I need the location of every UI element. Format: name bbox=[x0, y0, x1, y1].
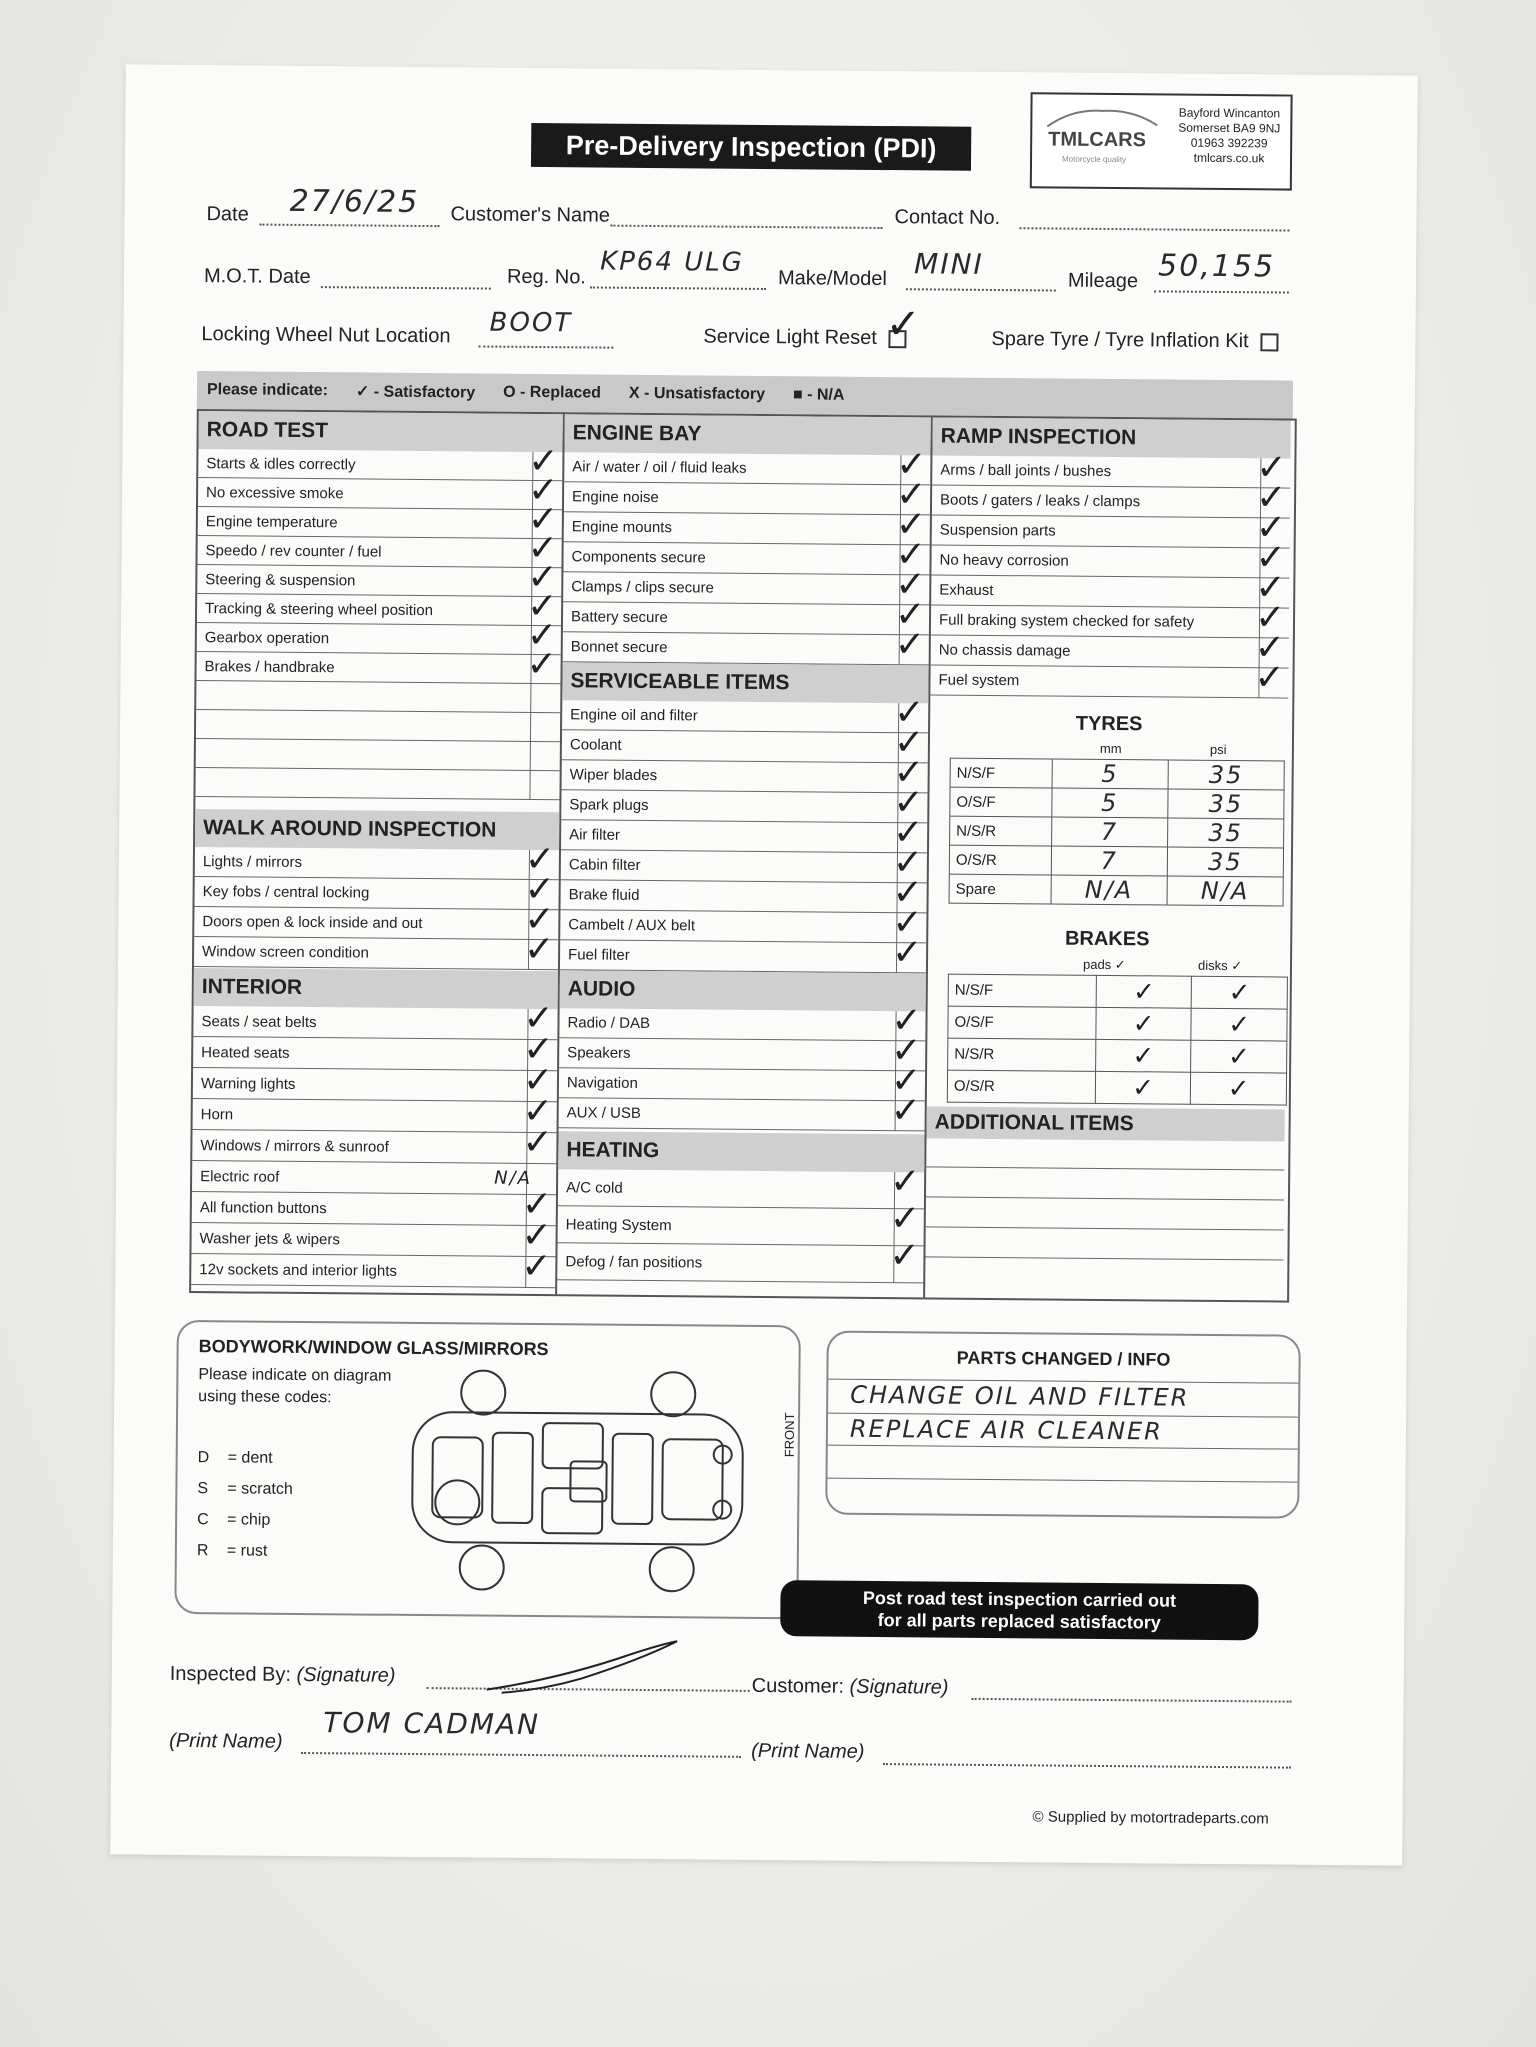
checklist-item-label: Window screen condition bbox=[202, 943, 369, 962]
checklist-item-label: Brakes / handbrake bbox=[204, 657, 335, 676]
section-additional: ADDITIONAL ITEMS bbox=[926, 1106, 1284, 1141]
checklist-item-label: All function buttons bbox=[199, 1198, 327, 1217]
front-label: FRONT bbox=[781, 1412, 798, 1458]
check-mark-icon: ✓ bbox=[892, 812, 924, 854]
checklist-item-label: Arms / ball joints / bushes bbox=[940, 461, 1112, 481]
check-mark-icon: ✓ bbox=[1255, 477, 1287, 519]
code-row: D = dent bbox=[197, 1449, 273, 1467]
checklist-item-label: Battery secure bbox=[570, 608, 668, 627]
section-engine-bay: ENGINE BAY bbox=[564, 414, 930, 455]
address-line: 01963 392239 bbox=[1190, 135, 1268, 151]
checklist-item-label: Brake fluid bbox=[568, 886, 640, 904]
checklist-item-label: Seats / seat belts bbox=[201, 1012, 317, 1031]
checklist-item-label: Lights / mirrors bbox=[202, 853, 303, 871]
check-mark-icon: ✓ bbox=[895, 504, 927, 546]
date-value[interactable]: 27/6/25 bbox=[289, 183, 420, 220]
checklist-row[interactable] bbox=[197, 585, 561, 628]
brake-position: N/S/F bbox=[948, 974, 1096, 1007]
checklist-row[interactable] bbox=[931, 627, 1289, 669]
post-road-test-banner bbox=[780, 1580, 1258, 1640]
signature-scribble bbox=[482, 1638, 683, 1700]
checklist-item-label: Navigation bbox=[566, 1074, 638, 1092]
tyre-psi-value[interactable]: 35 bbox=[1168, 789, 1284, 819]
checklist-row[interactable] bbox=[562, 722, 928, 764]
parts-line[interactable] bbox=[828, 1478, 1298, 1483]
check-box[interactable] bbox=[530, 713, 531, 742]
check-mark-icon: ✓ bbox=[526, 614, 558, 657]
check-mark-icon: ✓ bbox=[889, 1161, 921, 1203]
check-mark-icon: ✓ bbox=[890, 1090, 922, 1132]
inspected-by-label: Inspected By: (Signature) bbox=[169, 1662, 396, 1687]
check-mark-icon: ✓ bbox=[522, 1059, 554, 1102]
check-mark-icon: ✓ bbox=[526, 643, 557, 686]
mileage-value[interactable]: 50,155 bbox=[1157, 248, 1276, 285]
checklist-item-label: Windows / mirrors & sunroof bbox=[200, 1136, 389, 1156]
section-audio: AUDIO bbox=[560, 970, 926, 1011]
brakes-title: BRAKES bbox=[1064, 927, 1150, 951]
checklist-row[interactable] bbox=[559, 1030, 925, 1072]
check-mark-icon: ✓ bbox=[524, 838, 556, 881]
bodywork-title: BODYWORK/WINDOW GLASS/MIRRORS bbox=[198, 1336, 549, 1360]
contact-field[interactable] bbox=[1019, 227, 1289, 231]
service-light-label bbox=[703, 325, 906, 350]
bodywork-instruction: Please indicate on diagram bbox=[198, 1366, 392, 1385]
dealer-address bbox=[1178, 106, 1281, 167]
check-mark-icon: ✓ bbox=[893, 782, 924, 824]
checklist-item-label: Suspension parts bbox=[939, 521, 1056, 540]
tyre-position: N/S/R bbox=[950, 816, 1052, 846]
checklist-row[interactable] bbox=[193, 997, 557, 1040]
inspector-print-label: (Print Name) bbox=[169, 1729, 283, 1753]
check-mark-icon: ✓ bbox=[895, 474, 927, 516]
checklist-row[interactable] bbox=[932, 507, 1290, 549]
check-mark-icon: ✓ bbox=[524, 898, 555, 941]
mileage-label: Mileage bbox=[1067, 269, 1139, 293]
tyre-psi-value[interactable]: N/A bbox=[1167, 876, 1283, 906]
customer-name-field[interactable] bbox=[610, 225, 882, 229]
check-mark-icon: ✓ bbox=[1255, 507, 1287, 549]
check-mark-icon: ✓ bbox=[521, 1214, 552, 1257]
brake-disks-check[interactable]: ✓ bbox=[1191, 1040, 1287, 1073]
checklist-row[interactable] bbox=[197, 527, 561, 570]
check-mark-icon: ✓ bbox=[1254, 657, 1285, 699]
checklist-row[interactable] bbox=[561, 782, 927, 824]
checklist-item-label: Horn bbox=[200, 1105, 234, 1123]
tyre-mm-value[interactable]: 5 bbox=[1052, 788, 1168, 818]
brake-position: O/S/F bbox=[948, 1006, 1096, 1039]
customer-print-label: (Print Name) bbox=[751, 1739, 865, 1763]
checklist-row[interactable] bbox=[191, 1214, 555, 1257]
checklist-row[interactable] bbox=[195, 838, 559, 881]
tyre-row bbox=[950, 816, 1284, 848]
check-mark-icon: ✓ bbox=[891, 1000, 922, 1042]
reg-line bbox=[590, 286, 766, 290]
checklist-item-label: Engine noise bbox=[572, 488, 659, 507]
checklist-row[interactable] bbox=[198, 469, 562, 512]
bodywork-instruction: using these codes: bbox=[198, 1388, 332, 1407]
tyre-row bbox=[950, 787, 1284, 819]
checklist-item-label: Air / water / oil / fluid leaks bbox=[572, 458, 747, 477]
checklist-item-label: Key fobs / central locking bbox=[202, 883, 370, 902]
footer-credit: © Supplied by motortradeparts.com bbox=[1032, 1808, 1269, 1828]
spare-tyre-text: Spare Tyre / Tyre Inflation Kit bbox=[991, 327, 1249, 353]
checklist-row[interactable] bbox=[192, 1121, 556, 1164]
spare-tyre-checkbox[interactable] bbox=[1260, 333, 1278, 351]
checklist-row[interactable] bbox=[558, 1161, 924, 1209]
checklist-item-label: No chassis damage bbox=[938, 641, 1071, 660]
check-mark-icon: ✓ bbox=[527, 469, 559, 512]
check-mark-icon: ✓ bbox=[1254, 627, 1286, 669]
check-mark-icon: ✓ bbox=[892, 842, 924, 884]
make-model-label: Make/Model bbox=[777, 267, 888, 291]
section-serviceable: SERVICEABLE ITEMS bbox=[562, 662, 928, 703]
checklist-item-label: Speedo / rev counter / fuel bbox=[205, 541, 382, 561]
tyre-row bbox=[949, 845, 1283, 877]
checklist-row[interactable] bbox=[931, 537, 1289, 579]
checklist-item-label: Full braking system checked for safety bbox=[938, 611, 1195, 631]
tyre-position: Spare bbox=[949, 874, 1051, 904]
locking-line bbox=[478, 345, 613, 348]
checklist-item-label: Engine oil and filter bbox=[570, 706, 698, 725]
checklist-row[interactable] bbox=[559, 1000, 925, 1042]
checklist-item-label: AUX / USB bbox=[566, 1104, 641, 1122]
checklist-row[interactable] bbox=[198, 498, 562, 541]
checklist-item-label: Washer jets & wipers bbox=[199, 1229, 340, 1248]
page-title: Pre-Delivery Inspection (PDI) bbox=[531, 123, 971, 171]
checklist-item-label: Cabin filter bbox=[568, 856, 641, 874]
checklist-row-blank[interactable] bbox=[196, 681, 560, 713]
banner-line: Post road test inspection carried out bbox=[862, 1587, 1177, 1611]
checklist-row[interactable] bbox=[197, 556, 561, 599]
checklist-row[interactable] bbox=[192, 1183, 556, 1226]
tyres-title: TYRES bbox=[1075, 712, 1143, 736]
checklist-item-label: Exhaust bbox=[939, 581, 994, 599]
checklist-item-label: Steering & suspension bbox=[205, 570, 356, 589]
brake-disks-check[interactable]: ✓ bbox=[1191, 1072, 1287, 1105]
pdi-sheet bbox=[110, 64, 1418, 1865]
check-mark-icon: ✓ bbox=[889, 1198, 921, 1240]
dealer-tagline: Motorcycle quality bbox=[1062, 154, 1127, 165]
tyre-psi-value[interactable]: 35 bbox=[1167, 818, 1283, 848]
code-row: R = rust bbox=[196, 1542, 268, 1560]
checklist-item-label: Heated seats bbox=[201, 1043, 290, 1062]
checklist-item-label: Heating System bbox=[565, 1215, 672, 1234]
brake-position: O/S/R bbox=[947, 1070, 1095, 1103]
check-mark-icon: ✓ bbox=[1255, 567, 1286, 609]
checklist-row[interactable] bbox=[562, 752, 928, 794]
check-mark-icon: ✓ bbox=[892, 872, 923, 914]
check-mark-icon: ✓ bbox=[894, 692, 925, 734]
checklist-row[interactable] bbox=[560, 932, 926, 974]
checklist-row[interactable] bbox=[563, 534, 929, 576]
check-mark-icon: ✓ bbox=[523, 997, 554, 1040]
brake-pads-check[interactable]: ✓ bbox=[1096, 975, 1192, 1008]
checklist-item-label: Boots / gaters / leaks / clamps bbox=[939, 491, 1141, 511]
check-mark-icon: ✓ bbox=[528, 440, 559, 483]
checklist-item-label: Cambelt / AUX belt bbox=[568, 916, 696, 935]
checklist-row[interactable] bbox=[563, 594, 929, 636]
check-mark-icon: ✓ bbox=[524, 868, 556, 911]
check-mark-icon: ✓ bbox=[1256, 447, 1287, 489]
checklist-item-label: Engine mounts bbox=[571, 518, 672, 537]
dealer-name: TMLCARS bbox=[1048, 128, 1147, 152]
check-mark-icon: ✓ bbox=[526, 585, 558, 628]
mileage-line bbox=[1154, 290, 1289, 293]
checklist-row[interactable] bbox=[563, 624, 929, 666]
brake-disks-check[interactable]: ✓ bbox=[1191, 1008, 1287, 1041]
checklist-item-label: Tracking & steering wheel position bbox=[205, 599, 434, 619]
checklist-row[interactable] bbox=[560, 902, 926, 944]
checklist-row[interactable] bbox=[564, 474, 930, 516]
check-mark-icon: ✓ bbox=[891, 1030, 922, 1072]
code-row: C = chip bbox=[197, 1511, 271, 1529]
tyre-mm-value[interactable]: 7 bbox=[1051, 846, 1167, 876]
legend-prefix: Please indicate: bbox=[206, 381, 329, 400]
checklist-row-blank[interactable] bbox=[195, 768, 559, 800]
checklist-item-label: Starts & idles correctly bbox=[206, 454, 356, 473]
checklist-row[interactable] bbox=[193, 1059, 557, 1102]
checklist-item-label: Warning lights bbox=[200, 1074, 296, 1093]
check-mark-icon: ✓ bbox=[527, 498, 559, 541]
checklist-item-label: Doors open & lock inside and out bbox=[202, 913, 423, 933]
customer-print-field[interactable] bbox=[883, 1763, 1291, 1769]
tyre-position: O/S/R bbox=[949, 845, 1051, 875]
customer-signature-label: Customer: (Signature) bbox=[751, 1674, 949, 1699]
car-diagram-icon[interactable] bbox=[391, 1352, 783, 1605]
checklist-row[interactable] bbox=[560, 872, 926, 914]
section-walk-around: WALK AROUND INSPECTION bbox=[195, 809, 559, 850]
checklist-item-label: Speakers bbox=[567, 1044, 631, 1062]
brake-row bbox=[947, 1070, 1286, 1105]
check-mark-icon: ✓ bbox=[523, 928, 555, 971]
contact-label: Contact No. bbox=[894, 206, 1001, 230]
checklist-row[interactable] bbox=[198, 440, 562, 483]
section-heating: HEATING bbox=[558, 1131, 924, 1172]
checklist-row[interactable] bbox=[564, 504, 930, 546]
checklist-item-label: 12v sockets and interior lights bbox=[199, 1260, 398, 1280]
na-mark: N/A bbox=[494, 1167, 533, 1189]
brake-position: N/S/R bbox=[948, 1038, 1096, 1071]
check-mark-icon: ✓ bbox=[527, 556, 558, 599]
checklist-row[interactable] bbox=[932, 477, 1290, 519]
check-mark-icon: ✓ bbox=[522, 1090, 554, 1133]
checklist-item-label: Gearbox operation bbox=[204, 628, 330, 647]
checklist-item-label: Engine temperature bbox=[205, 512, 338, 531]
section-ramp: RAMP INSPECTION bbox=[932, 417, 1290, 458]
check-mark-icon: ✓ bbox=[1255, 537, 1286, 579]
checklist-item-label: Fuel system bbox=[938, 671, 1020, 690]
tyre-position: O/S/F bbox=[950, 787, 1052, 817]
customer-name-label: Customer's Name bbox=[450, 203, 611, 227]
date-line bbox=[259, 224, 439, 228]
checklist-row[interactable] bbox=[931, 597, 1289, 639]
check-mark-icon: ✓ bbox=[896, 444, 927, 486]
tyre-psi-value[interactable]: 35 bbox=[1168, 760, 1284, 790]
checklist-row[interactable] bbox=[193, 1090, 557, 1133]
legend-unsatisfactory: X - Unsatisfactory bbox=[628, 384, 766, 403]
check-mark-icon: ✓ bbox=[895, 564, 926, 606]
check-mark-icon: ✓ bbox=[527, 527, 558, 570]
legend-replaced: O - Replaced bbox=[503, 383, 602, 402]
brakes-disks-label: disks ✓ bbox=[1197, 957, 1243, 974]
check-box[interactable] bbox=[529, 771, 530, 800]
checklist-item-label: Air filter bbox=[569, 826, 621, 844]
parts-entry[interactable]: REPLACE AIR CLEANER bbox=[849, 1414, 1164, 1446]
check-mark-icon: ✓ bbox=[1254, 597, 1286, 639]
checklist-item-label: Clamps / clips secure bbox=[571, 578, 714, 597]
checklist-row[interactable] bbox=[191, 1245, 555, 1288]
tyre-mm-value[interactable]: N/A bbox=[1051, 875, 1167, 905]
checklist-row[interactable] bbox=[562, 692, 928, 734]
checklist-item-label: Fuel filter bbox=[568, 946, 630, 964]
checklist-item-label: Radio / DAB bbox=[567, 1014, 651, 1033]
tyre-row bbox=[949, 874, 1283, 906]
check-mark-icon: ✓ bbox=[893, 722, 925, 764]
checklist-item-label: Bonnet secure bbox=[570, 638, 668, 657]
checklist-item-label: Spark plugs bbox=[569, 796, 649, 814]
check-mark-icon: ✓ bbox=[521, 1245, 552, 1288]
check-mark-icon: ✓ bbox=[891, 932, 923, 974]
make-model-line bbox=[906, 288, 1056, 291]
address-line: tmlcars.co.uk bbox=[1193, 150, 1265, 166]
tyre-row bbox=[950, 758, 1284, 790]
section-road-test: ROAD TEST bbox=[198, 411, 562, 452]
checklist-item-label: Coolant bbox=[569, 736, 622, 754]
legend-satisfactory: ✓ - Satisfactory bbox=[355, 383, 476, 402]
checklist-row[interactable] bbox=[932, 447, 1290, 489]
checklist-row[interactable] bbox=[193, 1028, 557, 1071]
parts-panel bbox=[825, 1331, 1301, 1519]
checklist-row[interactable] bbox=[559, 1060, 925, 1102]
inspector-print-value[interactable]: TOM CADMAN bbox=[323, 1706, 541, 1742]
checklist-item-label: A/C cold bbox=[565, 1178, 623, 1197]
mot-label: M.O.T. Date bbox=[203, 265, 311, 289]
checklist-row[interactable] bbox=[192, 1161, 556, 1195]
tyre-mm-value[interactable]: 7 bbox=[1051, 817, 1167, 847]
brakes-pads-label: pads ✓ bbox=[1082, 956, 1126, 973]
locking-wheel-nut-label: Locking Wheel Nut Location bbox=[201, 323, 451, 348]
car-silhouette-icon bbox=[1042, 100, 1162, 131]
damage-codes bbox=[197, 1442, 293, 1567]
mot-field[interactable] bbox=[321, 286, 491, 289]
check-mark-icon: ✓ bbox=[523, 1028, 554, 1071]
inspector-print-line bbox=[301, 1752, 741, 1758]
check-box[interactable] bbox=[530, 742, 531, 771]
check-mark-icon: ✓ bbox=[892, 902, 923, 944]
checklist-row[interactable] bbox=[561, 812, 927, 854]
brakes-table bbox=[947, 974, 1288, 1106]
checklist-row-blank[interactable] bbox=[196, 710, 560, 742]
date-label: Date bbox=[206, 203, 249, 226]
checklist-row[interactable] bbox=[194, 868, 558, 911]
checklist-item-label: Defog / fan positions bbox=[565, 1252, 703, 1271]
checklist-item-label: No excessive smoke bbox=[206, 483, 344, 502]
check-mark-icon: ✓ bbox=[889, 1235, 920, 1277]
checklist-row[interactable] bbox=[197, 614, 561, 657]
brake-pads-check[interactable]: ✓ bbox=[1096, 1007, 1192, 1040]
tyre-position: N/S/F bbox=[950, 758, 1052, 788]
brake-pads-check[interactable]: ✓ bbox=[1095, 1071, 1191, 1104]
banner-line: for all parts replaced satisfactory bbox=[877, 1610, 1161, 1633]
checklist-row[interactable] bbox=[564, 444, 930, 486]
check-mark-icon: ✓ bbox=[890, 1060, 922, 1102]
tyre-psi-value[interactable]: 35 bbox=[1167, 847, 1283, 877]
checklist-item-label: Wiper blades bbox=[569, 766, 658, 785]
checklist-row[interactable] bbox=[194, 928, 558, 971]
check-mark-icon: ✓ bbox=[521, 1183, 553, 1226]
parts-entry[interactable]: CHANGE OIL AND FILTER bbox=[850, 1380, 1190, 1412]
service-light-text: Service Light Reset bbox=[703, 325, 877, 349]
check-mark-icon: ✓ bbox=[885, 299, 922, 349]
parts-title: PARTS CHANGED / INFO bbox=[956, 1347, 1171, 1370]
reg-label: Reg. No. bbox=[506, 265, 587, 289]
parts-line[interactable] bbox=[828, 1445, 1298, 1450]
brake-disks-check[interactable]: ✓ bbox=[1192, 976, 1288, 1009]
brake-pads-check[interactable]: ✓ bbox=[1095, 1039, 1191, 1072]
checklist-row[interactable] bbox=[194, 898, 558, 941]
checklist-row[interactable] bbox=[931, 567, 1289, 609]
checklist-item-label: Electric roof bbox=[200, 1167, 280, 1186]
check-mark-icon: ✓ bbox=[893, 752, 925, 794]
reg-value[interactable]: KP64 ULG bbox=[600, 246, 745, 278]
check-mark-icon: ✓ bbox=[894, 624, 926, 666]
brake-row bbox=[948, 1006, 1287, 1041]
checklist-item-label: No heavy corrosion bbox=[939, 551, 1069, 570]
section-interior: INTERIOR bbox=[194, 968, 558, 1009]
tyres-table bbox=[949, 758, 1285, 907]
check-mark-icon: ✓ bbox=[894, 594, 926, 636]
checklist-row[interactable] bbox=[558, 1198, 924, 1246]
check-box[interactable] bbox=[530, 684, 531, 713]
dealer-logo-box bbox=[1030, 92, 1293, 190]
brake-row bbox=[948, 1038, 1287, 1073]
tyres-mm-label: mm bbox=[1099, 740, 1122, 757]
check-mark-icon: ✓ bbox=[522, 1121, 553, 1164]
checklist-row[interactable] bbox=[561, 842, 927, 884]
make-model-value[interactable]: MINI bbox=[913, 247, 984, 281]
checklist-row-blank[interactable] bbox=[196, 739, 560, 771]
checklist-row[interactable] bbox=[196, 643, 560, 686]
bodywork-panel bbox=[174, 1320, 801, 1619]
checklist-row[interactable] bbox=[559, 1090, 925, 1132]
checklist-row[interactable] bbox=[563, 564, 929, 606]
check-mark-icon: ✓ bbox=[895, 534, 926, 576]
brake-row bbox=[948, 974, 1287, 1009]
tyres-psi-label: psi bbox=[1209, 741, 1227, 758]
checklist-item-label: Components secure bbox=[571, 548, 706, 567]
tyre-mm-value[interactable]: 5 bbox=[1052, 759, 1168, 789]
code-row: S = scratch bbox=[197, 1480, 293, 1498]
address-line: Bayford Wincanton bbox=[1178, 105, 1281, 121]
customer-signature-field[interactable] bbox=[972, 1698, 1292, 1703]
checklist-row[interactable] bbox=[930, 657, 1288, 699]
spare-tyre-label bbox=[991, 328, 1278, 354]
address-line: Somerset BA9 9NJ bbox=[1178, 120, 1281, 136]
checklist-row[interactable] bbox=[557, 1235, 923, 1283]
locking-wheel-nut-value[interactable]: BOOT bbox=[489, 307, 573, 339]
legend-na: ■ - N/A bbox=[792, 386, 845, 404]
